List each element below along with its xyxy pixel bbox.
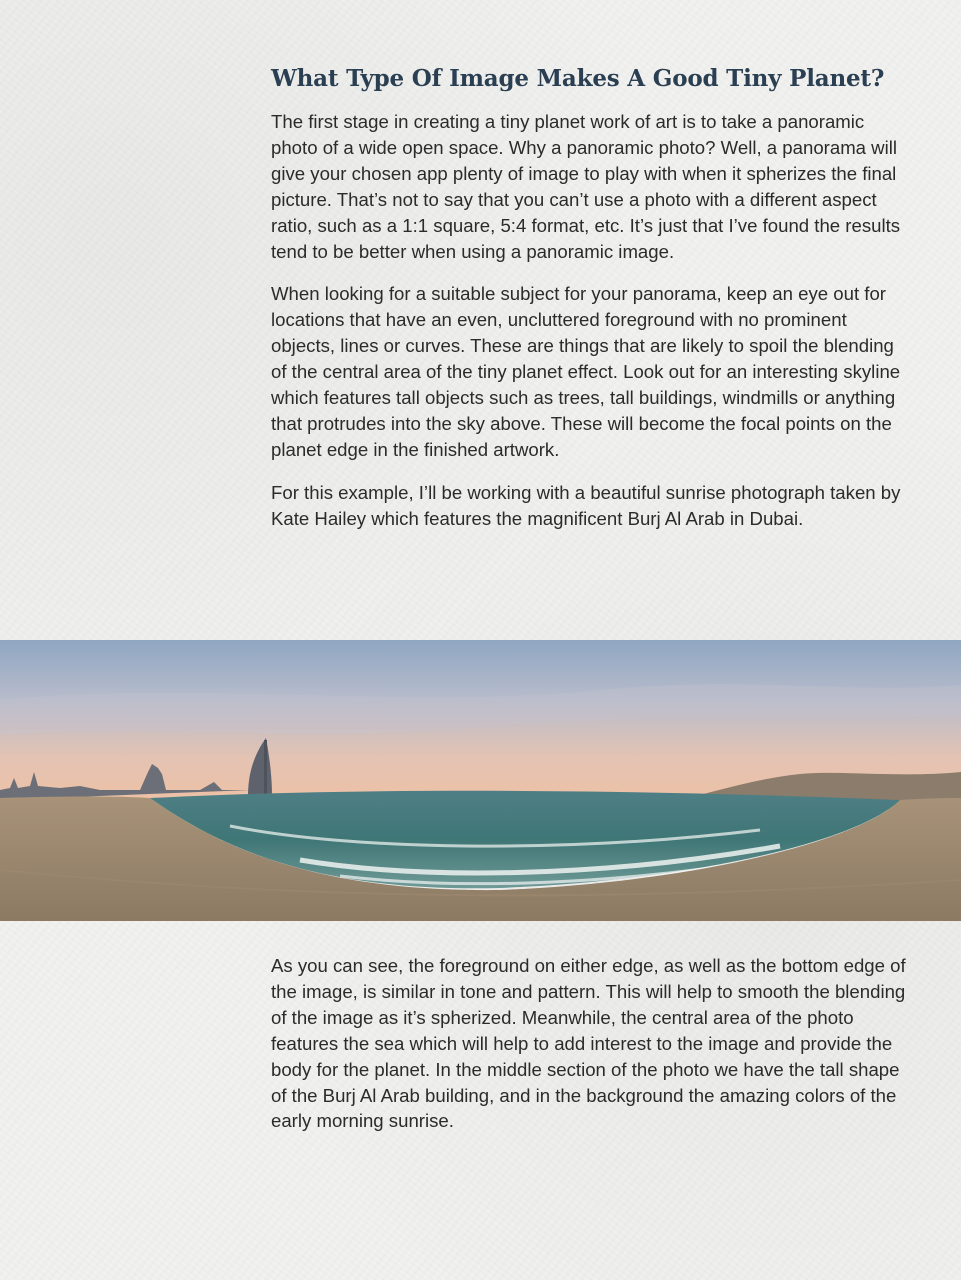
panorama-photo — [0, 640, 961, 921]
paragraph-subject-tips: When looking for a suitable subject for your panorama, keep an eye out for locations that have an even, uncluttered foreground with no prominent objects, lines or curves. These are things that are likely to spoil the blending of the central area of the tiny planet effect. Look out for an interesting skyline which features tall objects such as trees, tall buildings, windmills or anything that protrudes into the sky above. These will become the focal points on the planet edge in the finished artwork. — [271, 283, 901, 460]
article-top — [271, 62, 911, 549]
article-heading: What Type Of Image Makes A Good Tiny Planet? — [271, 65, 885, 92]
paragraph-panorama-intro: The first stage in creating a tiny planet work of art is to take a panoramic photo of a wide open space. Why a panoramic photo? Well, a panorama will give your chosen app plenty of image to play with when it spherizes the final picture. That’s not to say that you can’t use a photo with a different aspect ratio, such as a 1:1 square, 5:4 format, etc. It’s just that I’ve found the results tend to be better when using a panoramic image. — [271, 111, 901, 262]
article-bottom — [271, 953, 911, 1151]
paragraph-example-photo: For this example, I’ll be working with a beautiful sunrise photograph taken by Kate Hailey which features the magnificent Burj Al Arab in Dubai. — [271, 481, 901, 529]
paragraph-image-analysis: As you can see, the foreground on either edge, as well as the bottom edge of the image, is similar in tone and pattern. This will help to smooth the blending of the image as it’s spherized. Meanwhile, the central area of the photo features the sea which will help to add interest to the image and provide the body for the planet. In the middle section of the photo we have the tall shape of the Burj Al Arab building, and in the background the amazing colors of the early morning sunrise. — [271, 955, 906, 1132]
